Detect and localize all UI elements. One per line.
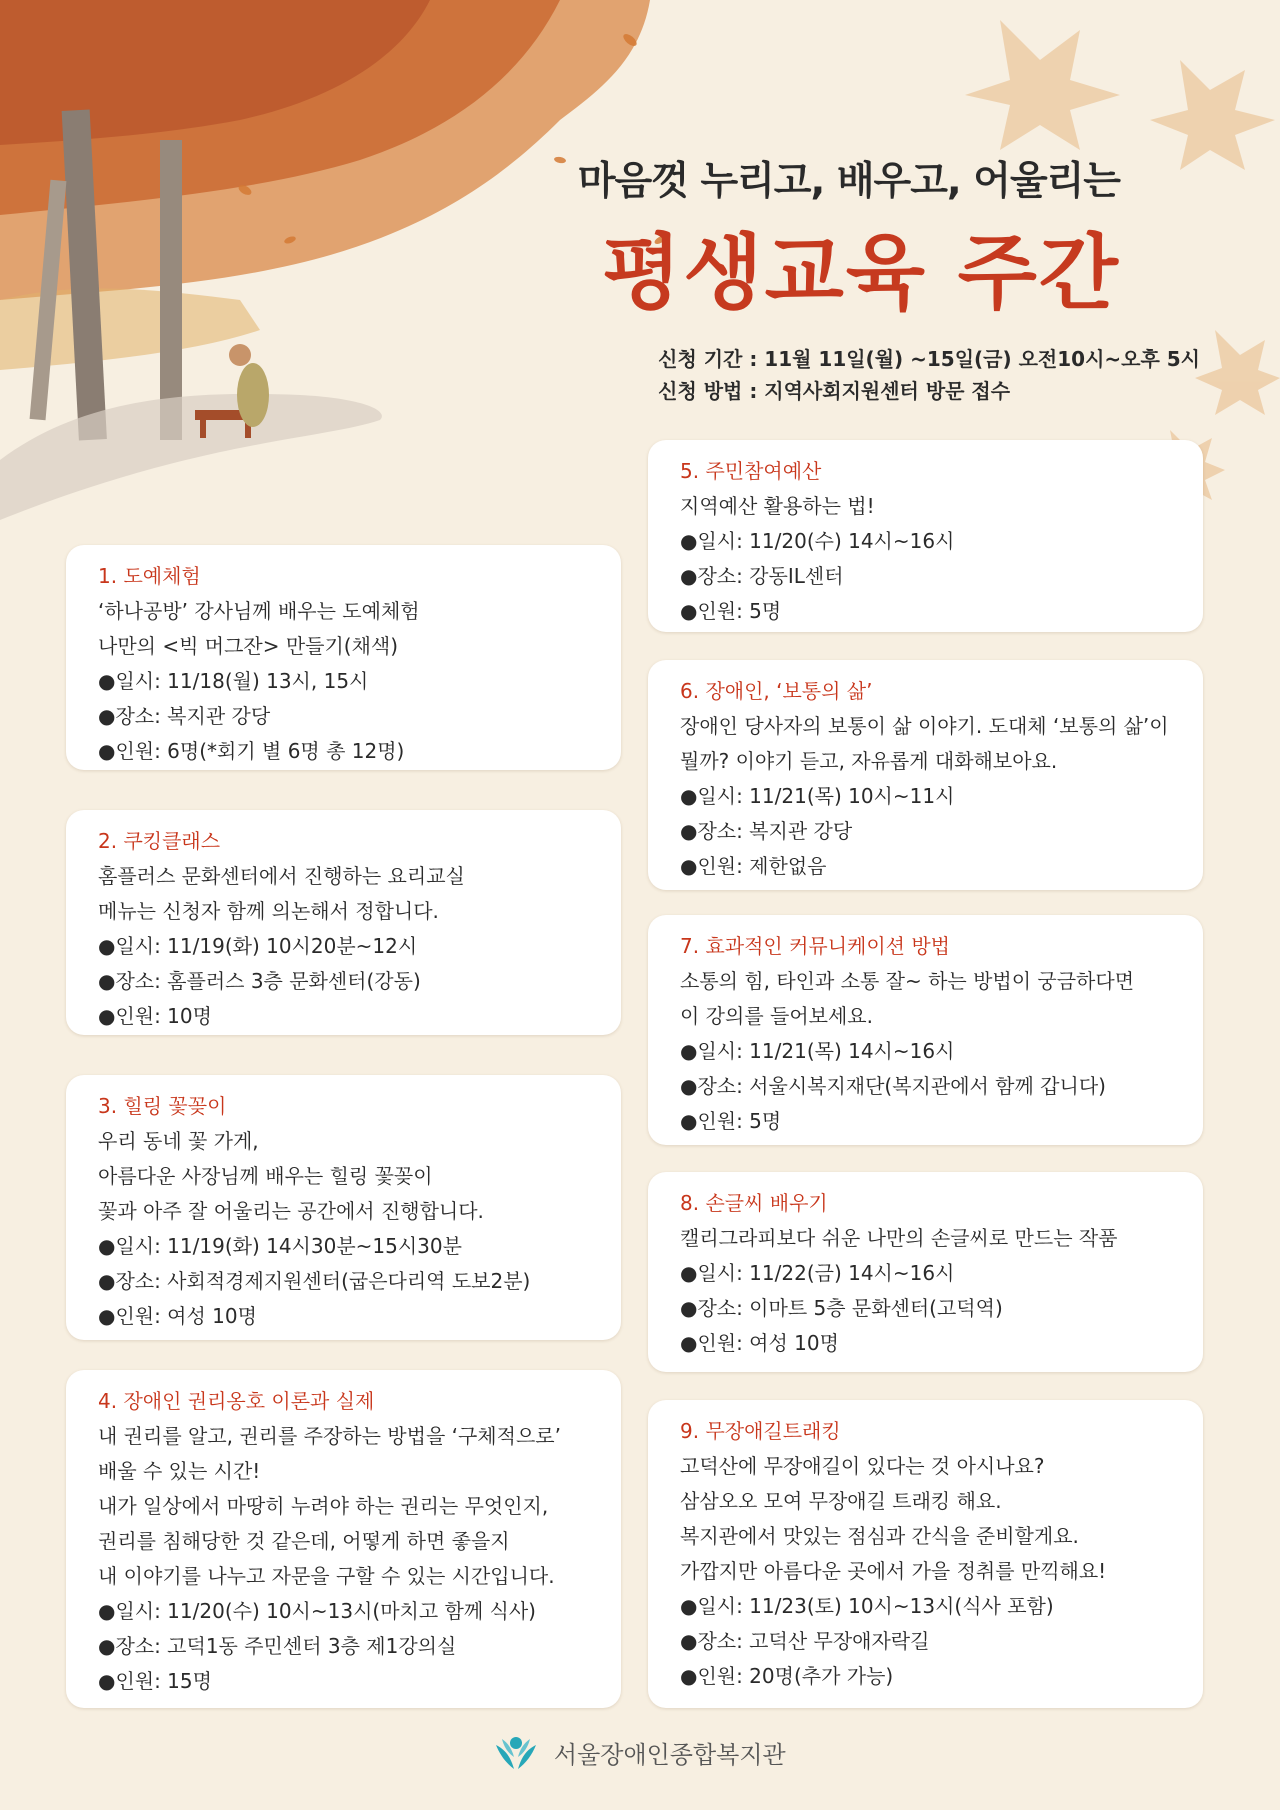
application-info bbox=[518, 343, 1200, 407]
card-line: 나만의 <빅 머그잔> 만들기(채색) bbox=[98, 634, 399, 658]
program-card-8 bbox=[648, 1172, 1203, 1372]
card-line: ●장소: 이마트 5층 문화센터(고덕역) bbox=[680, 1296, 1003, 1320]
card-title: 2. 쿠킹클래스 bbox=[98, 829, 221, 853]
footer bbox=[0, 1735, 1280, 1777]
card-line: 소통의 힘, 타인과 소통 잘~ 하는 방법이 궁금하다면 bbox=[680, 969, 1135, 993]
card-line: ●장소: 사회적경제지원센터(굽은다리역 도보2분) bbox=[98, 1269, 531, 1293]
card-line: ●장소: 강동IL센터 bbox=[680, 564, 844, 588]
card-title: 1. 도예체험 bbox=[98, 564, 201, 588]
card-line: ●일시: 11/19(화) 10시20분~12시 bbox=[98, 934, 418, 958]
card-line: ●인원: 6명(*회기 별 6명 총 12명) bbox=[98, 739, 405, 763]
card-title: 9. 무장애길트래킹 bbox=[680, 1419, 841, 1443]
card-line: 삼삼오오 모여 무장애길 트래킹 해요. bbox=[680, 1489, 1002, 1513]
card-line: 꽃과 아주 잘 어울리는 공간에서 진행합니다. bbox=[98, 1199, 484, 1223]
card-line: 홈플러스 문화센터에서 진행하는 요리교실 bbox=[98, 864, 465, 888]
poster-header bbox=[518, 150, 1200, 407]
card-line: ●일시: 11/22(금) 14시~16시 bbox=[680, 1261, 955, 1285]
card-line: 내가 일상에서 마땅히 누려야 하는 권리는 무엇인지, bbox=[98, 1494, 549, 1518]
program-card-4 bbox=[66, 1370, 621, 1708]
card-line: ●장소: 고덕산 무장애자락길 bbox=[680, 1629, 930, 1653]
card-line: ●장소: 고덕1동 주민센터 3층 제1강의실 bbox=[98, 1634, 457, 1658]
card-line: ●일시: 11/18(월) 13시, 15시 bbox=[98, 669, 369, 693]
card-line: ●장소: 홈플러스 3층 문화센터(강동) bbox=[98, 969, 421, 993]
card-line: ●일시: 11/23(토) 10시~13시(식사 포함) bbox=[680, 1594, 1054, 1618]
program-card-1 bbox=[66, 545, 621, 770]
program-card-6 bbox=[648, 660, 1203, 890]
card-line: ●인원: 10명 bbox=[98, 1004, 212, 1028]
card-line: ●장소: 복지관 강당 bbox=[98, 704, 271, 728]
card-line: 이 강의를 들어보세요. bbox=[680, 1004, 873, 1028]
card-line: 뭘까? 이야기 듣고, 자유롭게 대화해보아요. bbox=[680, 749, 1058, 773]
apply-method: 신청 방법 : 지역사회지원센터 방문 접수 bbox=[658, 379, 1011, 403]
card-title: 6. 장애인, ‘보통의 삶’ bbox=[680, 679, 873, 703]
card-line: ●일시: 11/21(목) 10시~11시 bbox=[680, 784, 955, 808]
card-line: ‘하나공방’ 강사님께 배우는 도예체험 bbox=[98, 599, 420, 623]
card-title: 3. 힐링 꽃꽂이 bbox=[98, 1094, 227, 1118]
poster-title: 평생교육 주간 bbox=[602, 226, 1120, 321]
card-line: ●인원: 5명 bbox=[680, 1109, 782, 1133]
card-line: 캘리그라피보다 쉬운 나만의 손글씨로 만드는 작품 bbox=[680, 1226, 1118, 1250]
apply-period: 신청 기간 : 11월 11일(월) ~15일(금) 오전10시~오후 5시 bbox=[658, 347, 1200, 371]
card-line: 가깝지만 아름다운 곳에서 가을 정취를 만끽해요! bbox=[680, 1559, 1107, 1583]
card-line: ●일시: 11/21(목) 14시~16시 bbox=[680, 1039, 955, 1063]
card-line: ●장소: 복지관 강당 bbox=[680, 819, 853, 843]
program-card-7 bbox=[648, 915, 1203, 1145]
card-line: 지역예산 활용하는 법! bbox=[680, 494, 875, 518]
card-line: 내 이야기를 나누고 자문을 구할 수 있는 시간입니다. bbox=[98, 1564, 555, 1588]
card-title: 4. 장애인 권리옹호 이론과 실제 bbox=[98, 1389, 375, 1413]
card-line: ●인원: 20명(추가 가능) bbox=[680, 1664, 894, 1688]
org-logo-icon bbox=[494, 1735, 538, 1777]
card-title: 8. 손글씨 배우기 bbox=[680, 1191, 828, 1215]
card-line: 메뉴는 신청자 함께 의논해서 정합니다. bbox=[98, 899, 439, 923]
card-title: 7. 효과적인 커뮤니케이션 방법 bbox=[680, 934, 950, 958]
program-card-2 bbox=[66, 810, 621, 1035]
card-line: 고덕산에 무장애길이 있다는 것 아시나요? bbox=[680, 1454, 1045, 1478]
card-line: ●일시: 11/20(수) 10시~13시(마치고 함께 식사) bbox=[98, 1599, 536, 1623]
card-line: 권리를 침해당한 것 같은데, 어떻게 하면 좋을지 bbox=[98, 1529, 510, 1553]
card-line: 장애인 당사자의 보통이 삶 이야기. 도대체 ‘보통의 삶’이 bbox=[680, 714, 1169, 738]
card-line: ●인원: 5명 bbox=[680, 599, 782, 623]
poster-subtitle: 마음껏 누리고, 배우고, 어울리는 bbox=[577, 159, 1120, 204]
card-line: ●인원: 15명 bbox=[98, 1669, 212, 1693]
card-line: ●일시: 11/19(화) 14시30분~15시30분 bbox=[98, 1234, 462, 1258]
card-line: 복지관에서 맛있는 점심과 간식을 준비할게요. bbox=[680, 1524, 1079, 1548]
program-card-9 bbox=[648, 1400, 1203, 1708]
card-line: ●인원: 여성 10명 bbox=[680, 1331, 839, 1355]
card-line: ●인원: 제한없음 bbox=[680, 854, 827, 878]
program-card-5 bbox=[648, 440, 1203, 632]
card-line: 아름다운 사장님께 배우는 힐링 꽃꽂이 bbox=[98, 1164, 433, 1188]
card-title: 5. 주민참여예산 bbox=[680, 459, 822, 483]
card-line: ●인원: 여성 10명 bbox=[98, 1304, 257, 1328]
card-line: 내 권리를 알고, 권리를 주장하는 방법을 ‘구체적으로’ bbox=[98, 1424, 561, 1448]
card-line: 우리 동네 꽃 가게, bbox=[98, 1129, 259, 1153]
program-card-3 bbox=[66, 1075, 621, 1340]
org-name: 서울장애인종합복지관 bbox=[553, 1741, 786, 1769]
card-line: 배울 수 있는 시간! bbox=[98, 1459, 261, 1483]
card-line: ●일시: 11/20(수) 14시~16시 bbox=[680, 529, 955, 553]
card-line: ●장소: 서울시복지재단(복지관에서 함께 갑니다) bbox=[680, 1074, 1106, 1098]
